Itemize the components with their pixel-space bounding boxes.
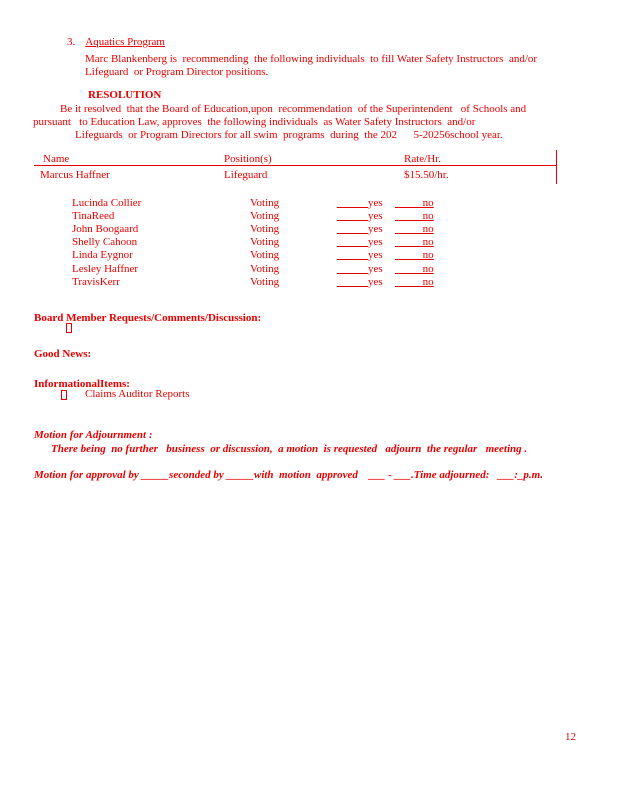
table-header-divider <box>34 165 557 166</box>
yes-blank-line <box>337 198 368 208</box>
yes-label: yes <box>368 236 383 248</box>
aquatics-item-line <box>67 36 165 49</box>
no-blank-line <box>395 277 423 287</box>
table-header-rate: Rate/Hr. <box>404 153 441 165</box>
yes-blank-line <box>337 264 368 274</box>
no-blank-line <box>395 250 423 260</box>
voting-member-name: Lesley Haffner <box>72 263 139 275</box>
no-blank-line <box>395 237 423 247</box>
voting-member-name: Linda Eygnor <box>72 249 133 261</box>
voting-position-label: Voting <box>250 223 280 235</box>
no-blank-line <box>395 264 423 274</box>
voting-row <box>72 235 434 249</box>
no-label: no <box>422 223 434 235</box>
yes-label: yes <box>368 197 383 209</box>
no-label: no <box>422 263 434 275</box>
resolution-line1: Be it resolved that the Board of Education,upon recommendation of the Superintendent of Schools and <box>60 103 527 115</box>
page-number: 12 <box>565 731 576 743</box>
resolution-line3: Lifeguards or Program Directors for all swim programs during the 202 5-20256school year. <box>75 129 503 141</box>
yes-label: yes <box>368 249 383 261</box>
voting-row <box>72 209 434 223</box>
yes-blank-line <box>337 224 368 234</box>
claims-auditor-item: Claims Auditor Reports <box>85 388 190 400</box>
aquatics-title: Aquatics Program <box>85 36 165 48</box>
resolution-line2: pursuant to Education Law, approves the following individuals as Water Safety Instructors and/or <box>33 116 476 128</box>
yes-blank-line <box>337 211 368 221</box>
informational-items-heading: InformationalItems: <box>34 378 130 390</box>
voting-member-name: TinaReed <box>72 210 115 222</box>
adjournment-body: There being no further business or discussion, a motion is requested adjourn the regular meeting . <box>51 443 528 455</box>
no-blank-line <box>395 198 423 208</box>
aquatics-body-line1: Marc Blankenberg is recommending the following individuals to fill Water Safety Instructors and/or <box>85 53 538 65</box>
yes-blank-line <box>337 277 368 287</box>
yes-label: yes <box>368 276 383 288</box>
voting-position-label: Voting <box>250 197 280 209</box>
adjournment-approval-line: Motion for approval by _____seconded by _____with motion approved ___ - ___.Time adjourned: ___:_p.m. <box>34 469 543 481</box>
no-blank-line <box>395 211 423 221</box>
appointee-name: Marcus Haffner <box>40 169 110 181</box>
table-right-border <box>556 150 557 184</box>
item-number: 3. <box>67 36 76 48</box>
voting-row <box>72 262 434 276</box>
voting-position-label: Voting <box>250 276 280 288</box>
voting-member-name: TravisKerr <box>72 276 120 288</box>
voting-row <box>72 222 434 236</box>
appointee-rate: $15.50/hr. <box>404 169 449 181</box>
adjournment-heading: Motion for Adjournment : <box>34 429 153 441</box>
board-member-heading: Board Member Requests/Comments/Discussion: <box>34 312 262 324</box>
table-header-name: Name <box>43 153 70 165</box>
good-news-heading: Good News: <box>34 348 92 360</box>
no-label: no <box>422 236 434 248</box>
voting-position-label: Voting <box>250 249 280 261</box>
no-label: no <box>422 249 434 261</box>
no-label: no <box>422 276 434 288</box>
empty-checkbox-icon <box>66 323 72 333</box>
voting-row <box>72 275 434 289</box>
voting-row <box>72 248 434 262</box>
table-header-position: Position(s) <box>224 153 272 165</box>
voting-position-label: Voting <box>250 263 280 275</box>
yes-blank-line <box>337 250 368 260</box>
yes-blank-line <box>337 237 368 247</box>
no-blank-line <box>395 224 423 234</box>
voting-member-name: Lucinda Collier <box>72 197 142 209</box>
resolution-heading: RESOLUTION <box>88 89 162 101</box>
appointee-position: Lifeguard <box>224 169 268 181</box>
table-row <box>40 169 449 182</box>
voting-position-label: Voting <box>250 236 280 248</box>
voting-member-name: John Boogaard <box>72 223 139 235</box>
aquatics-body-line2: Lifeguard or Program Director positions. <box>85 66 269 78</box>
no-label: no <box>422 210 434 222</box>
voting-position-label: Voting <box>250 210 280 222</box>
yes-label: yes <box>368 223 383 235</box>
yes-label: yes <box>368 210 383 222</box>
voting-row <box>72 196 434 210</box>
voting-member-name: Shelly Cahoon <box>72 236 138 248</box>
no-label: no <box>422 197 434 209</box>
yes-label: yes <box>368 263 383 275</box>
empty-checkbox-icon <box>61 390 67 400</box>
